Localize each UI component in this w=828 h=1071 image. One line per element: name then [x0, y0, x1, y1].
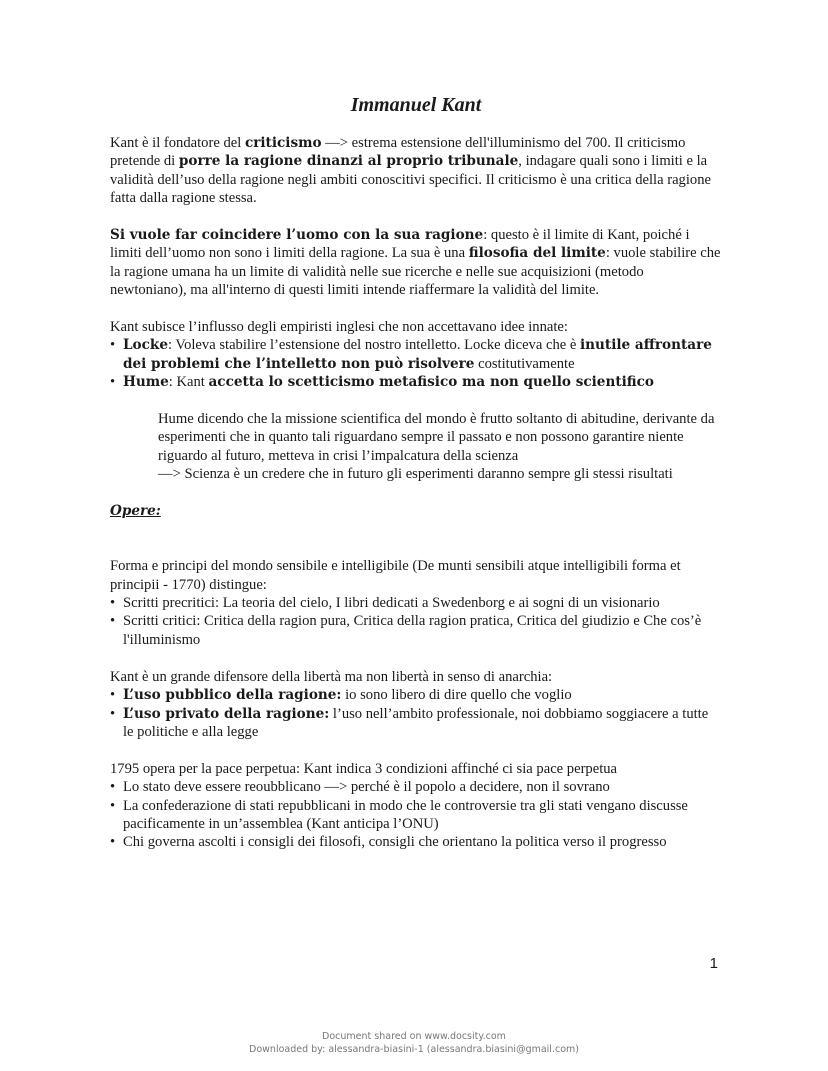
opere-list — [110, 594, 722, 649]
intro-text-1: Kant è il fondatore del — [110, 135, 245, 151]
limit-bold-1: Si vuole far coincidere l’uomo con la sua ragione — [110, 227, 484, 244]
limit-text-1: : questo è il limite di Kant, poiché i limiti dell’uomo non sono i limiti della ragione. La sua è una — [110, 227, 690, 262]
hume-conclusion: —> Scienza è un credere che in futuro gli esperimenti daranno sempre gli stessi risultati — [158, 466, 673, 483]
locke-bold: inutile affrontare dei problemi che l’intelletto non può risolvere — [123, 337, 712, 372]
limit-bold-2: filosofia del limite — [468, 245, 606, 262]
peace-intro: 1795 opera per la pace perpetua: Kant indica 3 condizioni affinché ci sia pace perpetua — [110, 760, 618, 777]
intro-paragraph — [110, 134, 722, 208]
list-item: • Scritti precritici: La teoria del cielo, I libri dedicati a Swedenborg e ai sogni di un visionario — [110, 594, 722, 612]
docsity-footer — [0, 1030, 828, 1056]
empiricists-intro: Kant subisce l’influsso degli empiristi inglesi che non accettavano idee innate: — [110, 319, 568, 336]
footer-downloaded: Downloaded by: alessandra-biasini-1 (alessandra.biasini@gmail.com) — [249, 1044, 579, 1055]
list-item: • Scritti critici: Critica della ragion pura, Critica della ragion pratica, Critica del giudizio e Che cos’è l'illuminismo — [110, 612, 722, 649]
list-item: • Lo stato deve essere reoubblicano —> perché è il popolo a decidere, non il sovrano — [110, 778, 722, 796]
list-item-hume — [110, 373, 722, 391]
liberty-list — [110, 686, 722, 741]
locke-text-1: : Voleva stabilire l’estensione del nostro intelletto. Locke diceva che è — [167, 337, 580, 354]
locke-name: Locke — [123, 337, 168, 354]
hume-bold: accetta lo scetticismo metafisico ma non quello scientifico — [208, 374, 655, 391]
public-use-bold: L’uso pubblico della ragione: — [123, 687, 342, 704]
hume-note-block — [158, 410, 722, 484]
hume-note: Hume dicendo che la missione scientifica del mondo è frutto soltanto di abitudine, derivante da esperimenti che in quanto tali riguardano sempre il passato e non possono garantire niente riguardo al futuro, metteva in crisi l’impalcatura della scienza — [158, 411, 715, 464]
intro-text-3: , indagare quali sono i limiti e la validità dell’uso della ragione negli ambiti conoscitivi specifici. Il criticismo è una critica della ragione fatta dalla ragione stessa. — [110, 153, 711, 207]
limit-text-2: : vuole stabilire che la ragione umana ha un limite di validità nelle sue ricerche e nelle sue acquisizioni (metodo newtoniano), ma all'interno di questi limiti intende riaffermare la validità del limite. — [110, 245, 721, 299]
list-item: • La confederazione di stati repubblicani in modo che le controversie tra gli stati vengano discusse pacificamente in un’assemblea (Kant anticipa l’ONU) — [110, 797, 722, 834]
list-item-locke — [110, 336, 722, 373]
public-use-text: io sono libero di dire quello che voglio — [341, 687, 572, 704]
liberty-intro: Kant è un grande difensore della libertà ma non libertà in senso di anarchia: — [110, 668, 553, 685]
list-item-public-use — [110, 686, 722, 704]
empiricists-list — [110, 336, 722, 391]
locke-text-2: costitutivamente — [474, 355, 575, 372]
page-title: Immanuel Kant — [350, 94, 482, 116]
opere-heading: Opere: — [110, 503, 161, 520]
footer-shared: Document shared on www.docsity.com — [322, 1031, 506, 1042]
intro-bold-criticismo: criticismo — [244, 135, 322, 151]
list-item: • Chi governa ascolti i consigli dei filosofi, consigli che orientano la politica verso il progresso — [110, 833, 722, 851]
intro-text-2: —> estrema estensione dell'illuminismo del 700. Il criticismo pretende di — [110, 135, 686, 170]
intro-bold-tribunale: porre la ragione dinanzi al proprio tribunale — [178, 153, 519, 170]
document-body — [110, 92, 722, 852]
hume-name: Hume — [123, 374, 169, 391]
hume-text-1: : Kant — [168, 374, 209, 391]
private-use-text: l’uso nell’ambito professionale, noi dobbiamo soggiacere a tutte le politiche e alla legge — [123, 705, 709, 740]
opere-intro: Forma e principi del mondo sensibile e intelligibile (De munti sensibili atque intelligibili forma et principii - 1770) distingue: — [110, 558, 681, 593]
list-item-private-use — [110, 705, 722, 742]
private-use-bold: L’uso privato della ragione: — [123, 705, 330, 722]
peace-list — [110, 778, 722, 852]
page-number: 1 — [709, 955, 718, 972]
limit-paragraph — [110, 226, 722, 300]
